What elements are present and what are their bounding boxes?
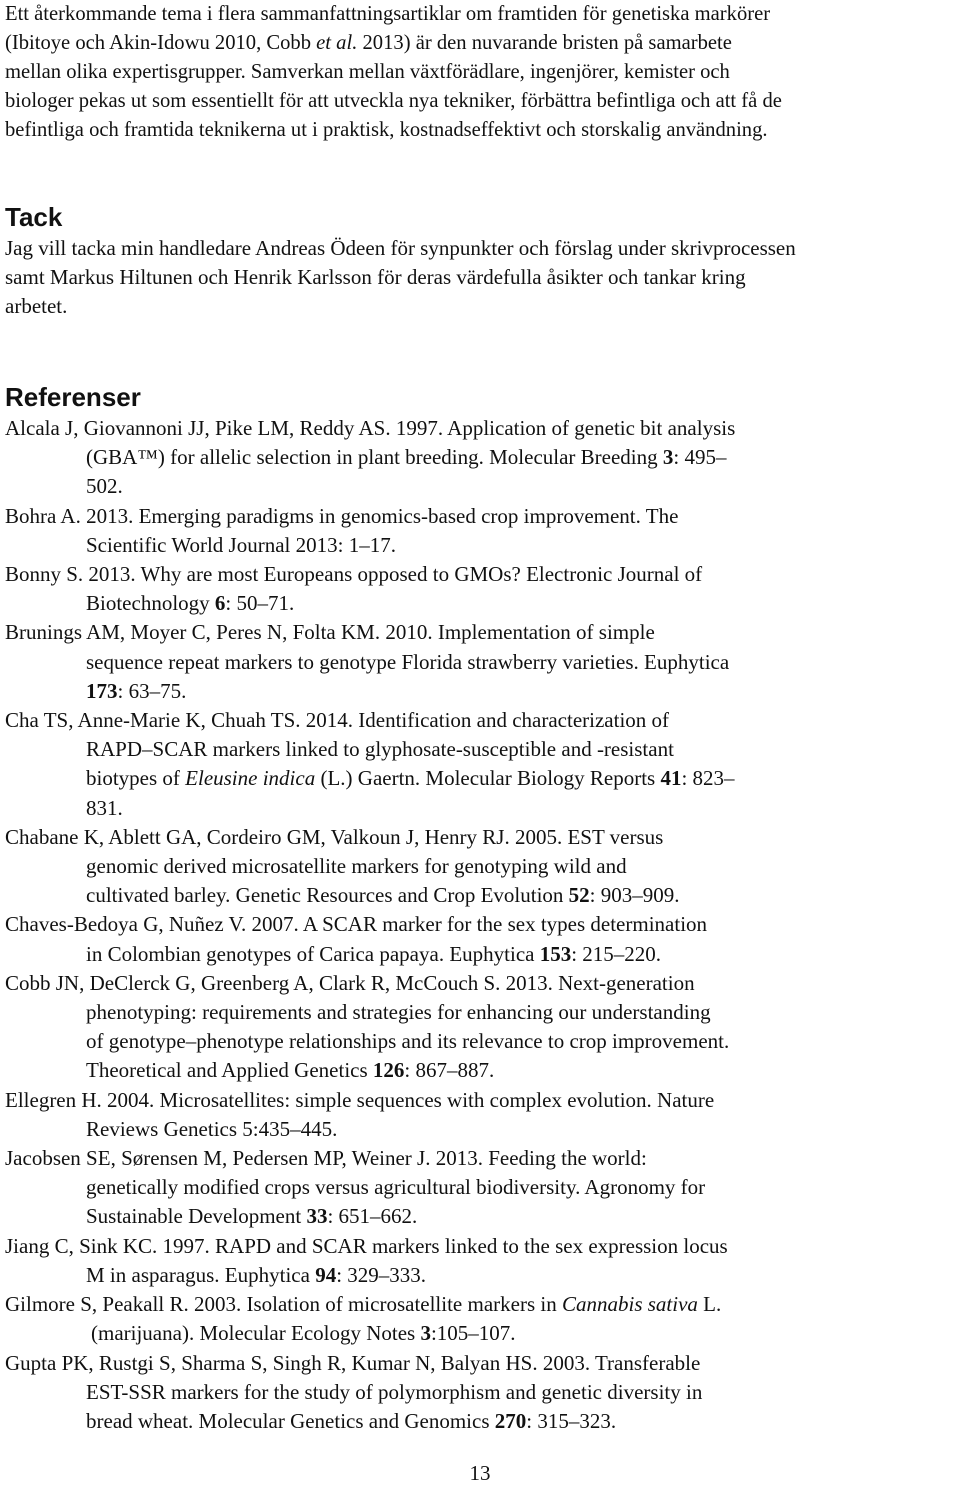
reference-gupta — [5, 1349, 955, 1437]
reference-line — [5, 1056, 955, 1085]
reference-text: : 495– — [673, 445, 727, 470]
reference-volume: 3 — [662, 445, 674, 470]
reference-text: : 50–71. — [225, 591, 295, 616]
reference-jacobsen — [5, 1144, 955, 1232]
reference-line: 502. — [86, 474, 123, 499]
reference-volume: 41 — [660, 766, 682, 791]
tack-line: Jag vill tacka min handledare Andreas Ödeen för synpunkter och förslag under skrivprocessen — [5, 236, 796, 260]
intro-paragraph — [5, 0, 957, 145]
intro-italic-text: et al. — [316, 32, 358, 54]
reference-volume: 153 — [539, 941, 572, 966]
reference-text: bread wheat. Molecular Genetics and Genomics — [86, 1408, 495, 1433]
reference-volume: 52 — [568, 883, 590, 908]
intro-text: Samverkan mellan växtförädlare, ingenjörer, kemister och — [245, 61, 730, 83]
reference-species: Eleusine indica — [185, 766, 316, 791]
tack-heading: Tack — [5, 202, 63, 232]
intro-text: mellan olika expertisgrupper. — [5, 61, 246, 83]
reference-line — [5, 1319, 955, 1348]
reference-brunings — [5, 618, 955, 706]
reference-line — [5, 589, 955, 618]
reference-jiang — [5, 1232, 955, 1290]
references-heading: Referenser — [5, 382, 141, 412]
reference-list — [5, 414, 955, 1436]
tack-paragraph — [5, 234, 955, 321]
reference-text: M in asparagus. Euphytica — [86, 1262, 316, 1287]
reference-line: Reviews Genetics 5:435–445. — [86, 1116, 338, 1141]
reference-text: : 215–220. — [571, 941, 662, 966]
reference-line: Brunings AM, Moyer C, Peres N, Folta KM. 2010. Implementation of simple — [5, 620, 655, 645]
reference-cha — [5, 706, 955, 823]
reference-line: Jiang C, Sink KC. 1997. RAPD and SCAR markers linked to the sex expression locus — [5, 1233, 728, 1258]
reference-text: (GBA™) for allelic selection in plant breeding. Molecular Breeding — [86, 445, 663, 470]
reference-text: Theoretical and Applied Genetics — [86, 1058, 373, 1083]
intro-text: 2013) är den nuvarande bristen på samarbete — [357, 32, 732, 54]
reference-text: : 329–333. — [336, 1262, 427, 1287]
reference-gilmore — [5, 1290, 955, 1348]
reference-line: Chaves-Bedoya G, Nuñez V. 2007. A SCAR marker for the sex types determination — [5, 912, 708, 937]
reference-text: biotypes of — [86, 766, 186, 791]
intro-line — [5, 58, 957, 87]
reference-volume: 33 — [306, 1204, 328, 1229]
reference-line: phenotyping: requirements and strategies for enhancing our understanding — [86, 1000, 711, 1025]
reference-line — [5, 443, 955, 472]
reference-volume: 3 — [420, 1321, 431, 1346]
reference-text: (marijuana). Molecular Ecology Notes — [91, 1321, 421, 1346]
reference-line: Scientific World Journal 2013: 1–17. — [86, 532, 396, 557]
reference-line: Bohra A. 2013. Emerging paradigms in genomics-based crop improvement. The — [5, 503, 679, 528]
reference-line: 831. — [86, 795, 123, 820]
reference-line — [5, 1202, 955, 1231]
reference-chaves — [5, 910, 955, 968]
reference-volume: 94 — [315, 1262, 337, 1287]
reference-volume: 173 — [86, 678, 118, 703]
reference-line: genetically modified crops versus agricultural biodiversity. Agronomy for — [86, 1175, 706, 1200]
reference-volume: 126 — [372, 1058, 405, 1083]
reference-volume: 6 — [214, 591, 226, 616]
reference-text: : 867–887. — [404, 1058, 495, 1083]
intro-text: (Ibitoye och Akin-Idowu 2010, Cobb — [5, 32, 317, 54]
tack-line: arbetet. — [5, 294, 68, 318]
reference-bonny — [5, 560, 955, 618]
reference-bohra — [5, 502, 955, 560]
reference-text: Gilmore S, Peakall R. 2003. Isolation of microsatellite markers in — [5, 1292, 562, 1317]
reference-text: : 315–323. — [526, 1408, 617, 1433]
reference-text: Sustainable Development — [86, 1204, 307, 1229]
reference-volume: 270 — [494, 1408, 527, 1433]
reference-text: (L.) Gaertn. Molecular Biology Reports — [315, 766, 661, 791]
reference-line — [5, 677, 955, 706]
reference-line: of genotype–phenotype relationships and its relevance to crop improvement. — [86, 1029, 730, 1054]
reference-text: cultivated barley. Genetic Resources and Crop Evolution — [86, 883, 569, 908]
reference-chabane — [5, 823, 955, 911]
reference-ellegren — [5, 1086, 955, 1144]
reference-text: : 63–75. — [117, 678, 187, 703]
reference-line: genomic derived microsatellite markers for genotyping wild and — [86, 854, 627, 879]
reference-line: RAPD–SCAR markers linked to glyphosate-susceptible and -resistant — [86, 737, 674, 762]
reference-line — [5, 1290, 955, 1319]
reference-line: Cha TS, Anne-Marie K, Chuah TS. 2014. Identification and characterization of — [5, 708, 670, 733]
reference-text: : 903–909. — [589, 883, 680, 908]
reference-cobb — [5, 969, 955, 1086]
intro-line: biologer pekas ut som essentiellt för att utveckla nya tekniker, förbättra befintliga och att få de — [5, 90, 782, 112]
reference-line — [5, 940, 955, 969]
reference-text: : 651–662. — [327, 1204, 418, 1229]
reference-text: L. — [697, 1292, 722, 1317]
intro-line: befintliga och framtida teknikerna ut i praktisk, kostnadseffektivt och storskalig användning. — [5, 119, 768, 141]
tack-line: samt Markus Hiltunen och Henrik Karlsson för deras värdefulla åsikter och tankar kring — [5, 265, 746, 289]
reference-line — [5, 1261, 955, 1290]
reference-species: Cannabis sativa — [561, 1292, 698, 1317]
reference-line: Jacobsen SE, Sørensen M, Pedersen MP, Weiner J. 2013. Feeding the world: — [5, 1146, 647, 1171]
reference-line: Gupta PK, Rustgi S, Sharma S, Singh R, Kumar N, Balyan HS. 2003. Transferable — [5, 1350, 701, 1375]
reference-line — [5, 1407, 955, 1436]
reference-text: in Colombian genotypes of Carica papaya. Euphytica — [86, 941, 540, 966]
reference-line: Ellegren H. 2004. Microsatellites: simple sequences with complex evolution. Nature — [5, 1087, 715, 1112]
reference-line: Alcala J, Giovannoni JJ, Pike LM, Reddy AS. 1997. Application of genetic bit analysis — [5, 416, 736, 440]
reference-text: Biotechnology — [86, 591, 215, 616]
reference-text: : 823– — [681, 766, 735, 791]
reference-line: Cobb JN, DeClerck G, Greenberg A, Clark R, McCouch S. 2013. Next-generation — [5, 970, 695, 995]
intro-line — [5, 29, 957, 58]
reference-line: sequence repeat markers to genotype Florida strawberry varieties. Euphytica — [86, 649, 730, 674]
reference-alcala — [5, 414, 955, 502]
reference-line: Bonny S. 2013. Why are most Europeans opposed to GMOs? Electronic Journal of — [5, 562, 703, 587]
reference-line: Chabane K, Ablett GA, Cordeiro GM, Valkoun J, Henry RJ. 2005. EST versus — [5, 824, 664, 849]
reference-line — [5, 881, 955, 910]
reference-text: :105–107. — [430, 1321, 516, 1346]
reference-line: EST-SSR markers for the study of polymorphism and genetic diversity in — [86, 1379, 703, 1404]
page-number: 13 — [469, 1461, 491, 1485]
reference-line — [5, 764, 955, 793]
intro-line: Ett återkommande tema i flera sammanfattningsartiklar om framtiden för genetiska markörer — [5, 3, 771, 25]
